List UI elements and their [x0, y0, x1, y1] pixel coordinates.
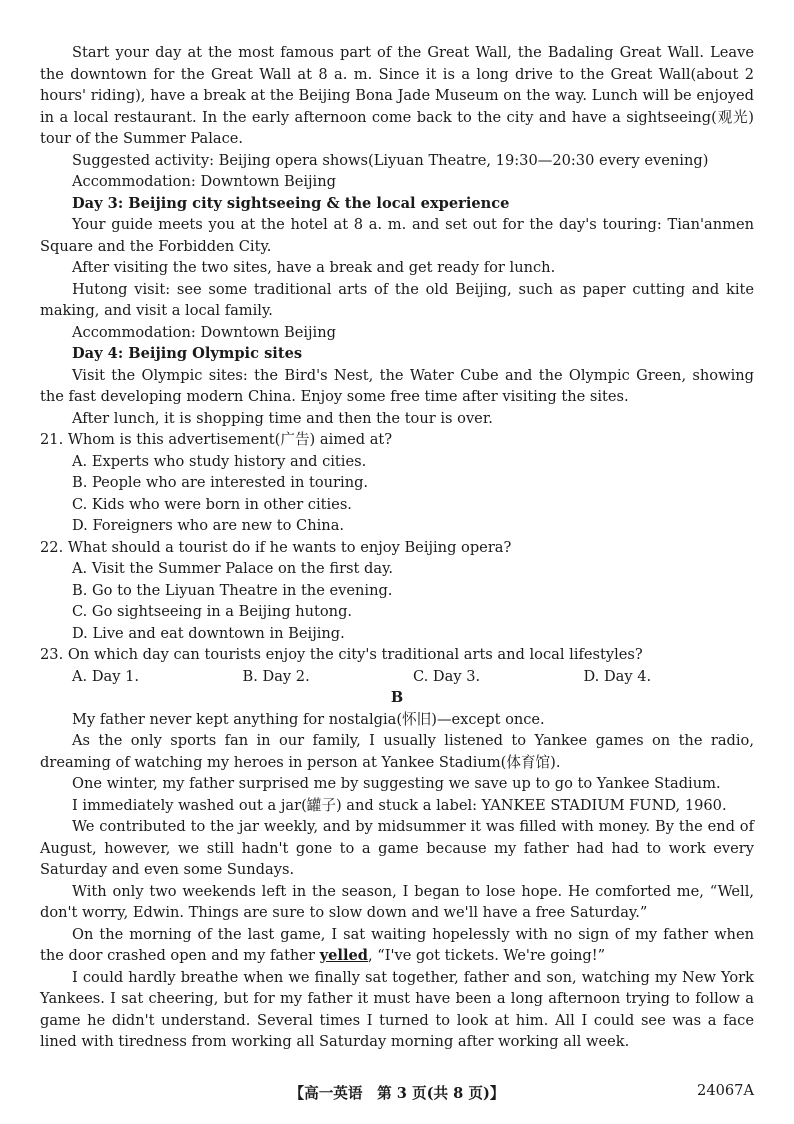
question-21-stem: 21. Whom is this advertisement(广告) aimed at? [40, 431, 393, 448]
question-22-option-d: D. Live and eat downtown in Beijing. [72, 624, 345, 642]
passage-b-paragraph-4: I immediately washed out a jar(罐子) and stuck a label: YANKEE STADIUM FUND, 1960. [72, 796, 727, 814]
day3-accommodation: Accommodation: Downtown Beijing [72, 323, 336, 341]
passage-b-paragraph-3: One winter, my father surprised me by suggesting we save up to go to Yankee Stadium. [72, 775, 721, 792]
underlined-word-yelled: yelled [319, 947, 368, 964]
question-21-option-c: C. Kids who were born in other cities. [72, 495, 352, 513]
paragraph-7-text-before: On the morning of the last game, I sat waiting hopelessly with no sign of my father when the door crashed open and my father [40, 925, 754, 964]
question-23-option-b: B. Day 2. [242, 667, 310, 685]
question-22-option-b: B. Go to the Liyuan Theatre in the evening. [72, 581, 393, 599]
passage-b-paragraph-1: My father never kept anything for nostalgia(怀旧)—except once. [72, 710, 545, 728]
section-b-label: B [390, 689, 404, 706]
question-22-option-a: A. Visit the Summer Palace on the first day. [72, 560, 394, 577]
question-22-option-c: C. Go sightseeing in a Beijing hutong. [72, 603, 353, 620]
question-21-option-a: A. Experts who study history and cities. [72, 452, 367, 470]
question-22-stem: 22. What should a tourist do if he wants to enjoy Beijing opera? [40, 538, 512, 556]
question-23-option-a: A. Day 1. [72, 667, 140, 685]
day3-paragraph-1: Your guide meets you at the hotel at 8 a. m. and set out for the day's touring: Tian'anmen Square and the Forbidden City. [40, 216, 754, 255]
question-21-option-b: B. People who are interested in touring. [72, 474, 369, 491]
page-content [40, 42, 754, 1053]
passage-b-paragraph-5: We contributed to the jar weekly, and by midsummer it was filled with money. By the end of August, however, we still hadn't gone to a game because my father had had to work every Saturday and even some Sundays. [40, 818, 754, 878]
day2-suggested-activity: Suggested activity: Beijing opera shows(Liyuan Theatre, 19:30—20:30 every evening) [72, 151, 709, 169]
footer-exam-code: 24067A [697, 1082, 754, 1099]
day2-accommodation: Accommodation: Downtown Beijing [72, 173, 336, 190]
question-21-option-d: D. Foreigners who are new to China. [72, 517, 345, 534]
question-23-stem: 23. On which day can tourists enjoy the city's traditional arts and local lifestyles? [40, 646, 643, 663]
day3-paragraph-3: Hutong visit: see some traditional arts of the old Beijing, such as paper cutting and kite making, and visit a local family. [40, 280, 754, 319]
day4-paragraph-1: Visit the Olympic sites: the Bird's Nest, the Water Cube and the Olympic Green, showing the fast developing modern China. Enjoy some free time after visiting the sites. [40, 366, 754, 405]
question-23-options [40, 666, 754, 688]
paragraph-7-text-after: , “I've got tickets. We're going!” [368, 947, 606, 964]
question-23-option-d: D. Day 4. [583, 667, 652, 685]
day3-paragraph-2: After visiting the two sites, have a break and get ready for lunch. [72, 259, 556, 276]
question-23-option-c: C. Day 3. [413, 667, 481, 685]
day4-paragraph-2: After lunch, it is shopping time and then the tour is over. [72, 409, 493, 427]
footer-page-info: 【高一英语 第 3 页(共 8 页)】 [289, 1085, 505, 1102]
passage-b-paragraph-6: With only two weekends left in the season, I began to lose hope. He comforted me, “Well, don't worry, Edwin. Things are sure to slow down and we'll have a free Saturday.” [40, 882, 754, 921]
passage-b-paragraph-2: As the only sports fan in our family, I usually listened to Yankee games on the radio, dreaming of watching my heroes in person at Yankee Stadium(体育馆). [40, 732, 754, 771]
passage-b-paragraph-8: I could hardly breathe when we finally sat together, father and son, watching my New York Yankees. I sat cheering, but for my father it must have been a long afternoon trying to follow a game he didn't understand. Several times I turned to look at him. All I could see was a face lined with tiredness from working all Saturday morning after working all week. [40, 968, 754, 1050]
day3-heading: Day 3: Beijing city sightseeing & the local experience [72, 194, 510, 212]
day2-paragraph: Start your day at the most famous part of the Great Wall, the Badaling Great Wall. Leave the downtown for the Great Wall at 8 a. m. Since it is a long drive to the Great Wall(about 2 hours' riding), have a break at the Beijing Bona Jade Museum on the way. Lunch will be enjoyed in a local restaurant. In the early afternoon come back to the city and have a sightseeing(观光) tour of the Summer Palace. [40, 44, 754, 147]
passage-b-paragraph-7 [40, 924, 754, 967]
day4-heading: Day 4: Beijing Olympic sites [72, 345, 303, 362]
